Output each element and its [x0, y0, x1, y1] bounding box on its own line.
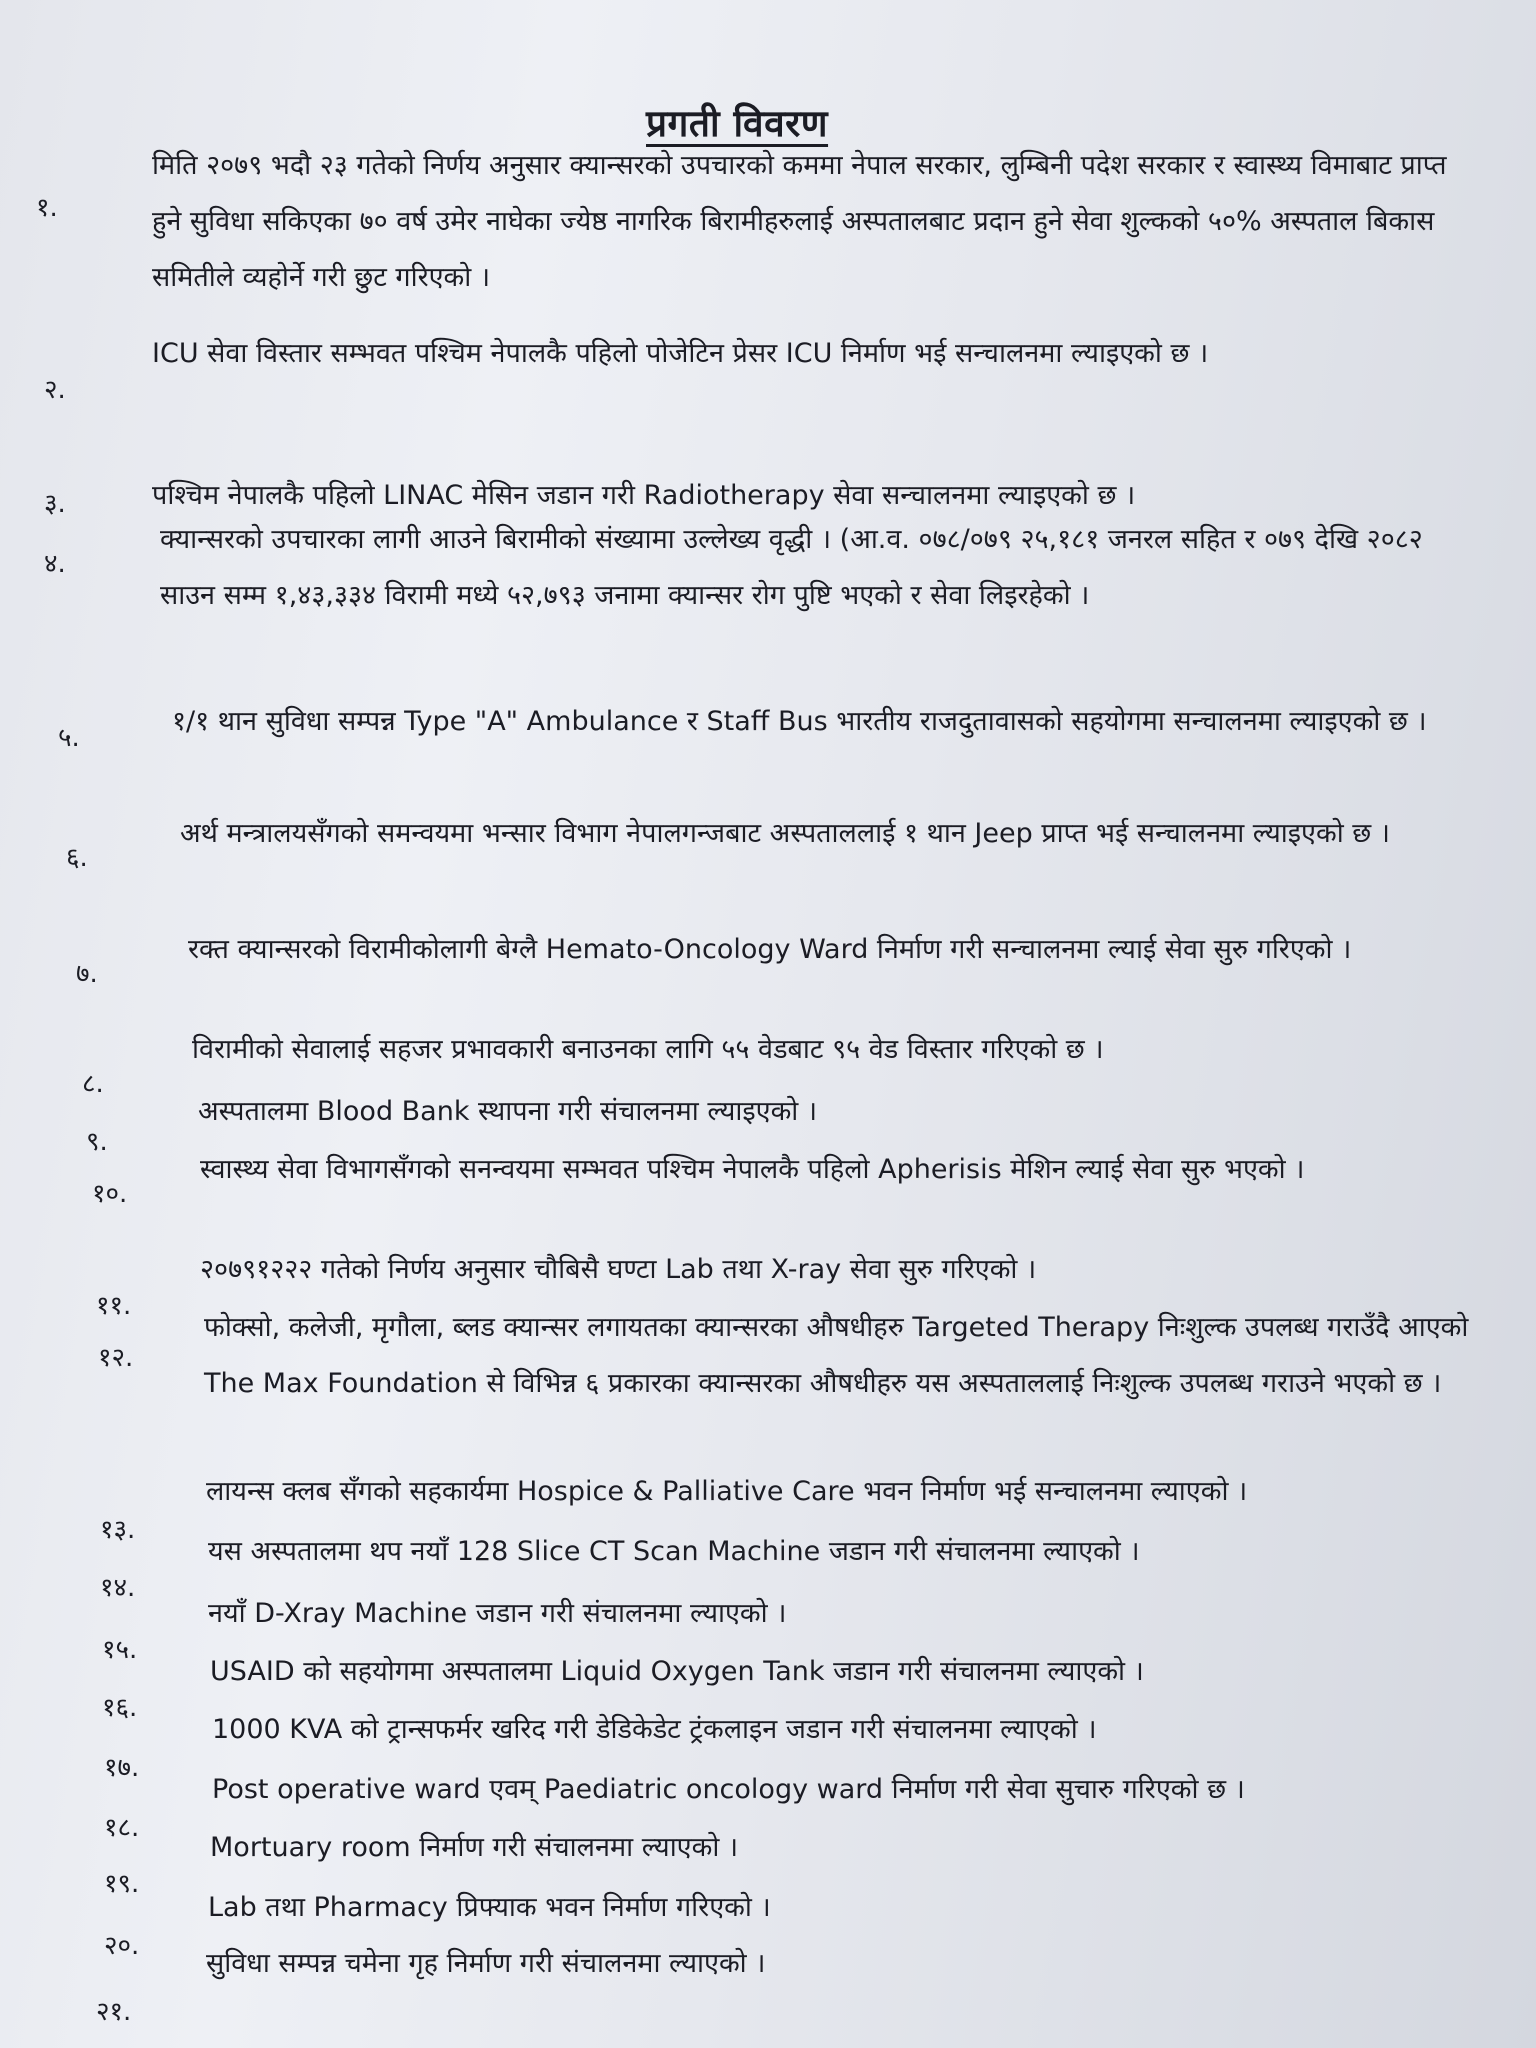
- item-text: सुविधा सम्पन्न चमेना गृह निर्माण गरी संचालनमा ल्याएको ।: [206, 1948, 766, 1979]
- item-number: १७.: [104, 1753, 140, 1783]
- item-number: १४.: [100, 1573, 136, 1603]
- item-text: १/१ थान सुविधा सम्पन्न Type "A" Ambulance र Staff Bus भारतीय राजदुतावासको सहयोगमा सन्चालनमा ल्याइएको छ ।: [172, 706, 1427, 737]
- item-number: १०.: [92, 1179, 128, 1209]
- item-text: स्वास्थ्य सेवा विभागसँगको सनन्वयमा सम्भवत पश्चिम नेपालकै पहिलो Apherisis मेशिन ल्याई सेवा सुरु भएको ।: [200, 1154, 1305, 1185]
- item-text: Lab तथा Pharmacy प्रिफ्याक भवन निर्माण गरिएको ।: [208, 1892, 771, 1923]
- item-text: अर्थ मन्त्रालयसँगको समन्वयमा भन्सार विभाग नेपालगन्जबाट अस्पताललाई १ थान Jeep प्राप्त भई सन्चालनमा ल्याइएको छ ।: [180, 818, 1391, 849]
- item-number: ११.: [96, 1291, 132, 1321]
- item-text: यस अस्पतालमा थप नयाँ 128 Slice CT Scan Machine जडान गरी संचालनमा ल्याएको ।: [208, 1536, 1140, 1567]
- item-text: २०७९१२२२ गतेको निर्णय अनुसार चौबिसै घण्टा Lab तथा X-ray सेवा सुरु गरिएको ।: [200, 1254, 1037, 1285]
- item-text: क्यान्सरको उपचारका लागी आउने बिरामीको संख्यामा उल्लेख्य वृद्धी । (आ.व. ०७८/०७९ २५,१८१ जनरल सहित र ०७९ देखि २०८२ साउन सम्म १,४३,३३४ विरामी मध्ये ५२,७९३ जनामा क्यान्सर रोग पुष्टि भएको र सेवा लिइरहेको ।: [160, 524, 1423, 611]
- item-text: फोक्सो, कलेजी, मृगौला, ब्लड क्यान्सर लगायतका क्यान्सरका औषधीहरु Targeted Therapy निःशुल्क उपलब्ध गराउँदै आएको The Max Foundation से विभिन्न ६ प्रकारका क्यान्सरका औषधीहरु यस अस्पताललाई निःशुल्क उपलब्ध गराउने भएको छ ।: [204, 1312, 1469, 1399]
- item-text: नयाँ D-Xray Machine जडान गरी संचालनमा ल्याएको ।: [208, 1598, 787, 1629]
- item-text: Post operative ward एवम् Paediatric oncology ward निर्माण गरी सेवा सुचारु गरिएको छ ।: [212, 1774, 1245, 1805]
- item-text: मिति २०७९ भदौ २३ गतेको निर्णय अनुसार क्यान्सरको उपचारको कममा नेपाल सरकार, लुम्बिनी पदेश सरकार र स्वास्थ्य विमाबाट प्राप्त हुने सुविधा सकिएका ७० वर्ष उमेर नाघेका ज्येष्ठ नागरिक बिरामीहरुलाई अस्पतालबाट प्रदान हुने सेवा शुल्कको ५०% अस्पताल बिकास समितीले व्यहोर्ने गरी छुट गरिएको ।: [152, 150, 1447, 293]
- item-number: ५.: [58, 723, 80, 753]
- item-number: १८.: [104, 1813, 140, 1843]
- item-number: २०.: [104, 1931, 140, 1961]
- item-text: पश्चिम नेपालकै पहिलो LINAC मेसिन जडान गरी Radiotherapy सेवा सन्चालनमा ल्याइएको छ ।: [152, 480, 1136, 511]
- item-number: १३.: [100, 1515, 136, 1545]
- item-number: ६.: [66, 843, 88, 873]
- item-text: Mortuary room निर्माण गरी संचालनमा ल्याएको ।: [210, 1832, 739, 1863]
- item-number: १.: [36, 193, 58, 223]
- item-text: USAID को सहयोगमा अस्पतालमा Liquid Oxygen Tank जडान गरी संचालनमा ल्याएको ।: [210, 1656, 1144, 1687]
- item-number: ९.: [86, 1127, 108, 1157]
- item-number: १५.: [102, 1635, 138, 1665]
- item-text: 1000 KVA को ट्रान्सफर्मर खरिद गरी डेडिकेडेट ट्रंकलाइन जडान गरी संचालनमा ल्याएको ।: [212, 1714, 1097, 1745]
- item-number: २१.: [96, 1997, 132, 2027]
- item-number: १६.: [102, 1693, 138, 1723]
- item-text: विरामीको सेवालाई सहजर प्रभावकारी बनाउनका लागि ५५ वेडबाट ९५ वेड विस्तार गरिएको छ ।: [192, 1034, 1104, 1065]
- item-text: अस्पतालमा Blood Bank स्थापना गरी संचालनमा ल्याइएको ।: [198, 1096, 818, 1127]
- item-text: रक्त क्यान्सरको विरामीकोलागी बेग्लै Hemato-Oncology Ward निर्माण गरी सन्चालनमा ल्याई सेवा सुरु गरिएको ।: [188, 934, 1352, 965]
- page-title: प्रगती विवरण: [646, 102, 829, 145]
- item-number: ८.: [82, 1069, 104, 1099]
- item-number: १२.: [98, 1343, 134, 1373]
- item-text: लायन्स क्लब सँगको सहकार्यमा Hospice & Palliative Care भवन निर्माण भई सन्चालनमा ल्याएको ।: [206, 1476, 1248, 1507]
- item-number: ७.: [76, 959, 98, 989]
- item-number: ४.: [44, 549, 66, 579]
- item-text: ICU सेवा विस्तार सम्भवत पश्चिम नेपालकै पहिलो पोजेटिन प्रेसर ICU निर्माण भई सन्चालनमा ल्याइएको छ ।: [152, 338, 1209, 369]
- item-number: २.: [44, 375, 66, 405]
- item-number: ३.: [44, 489, 66, 519]
- item-number: १९.: [104, 1869, 140, 1899]
